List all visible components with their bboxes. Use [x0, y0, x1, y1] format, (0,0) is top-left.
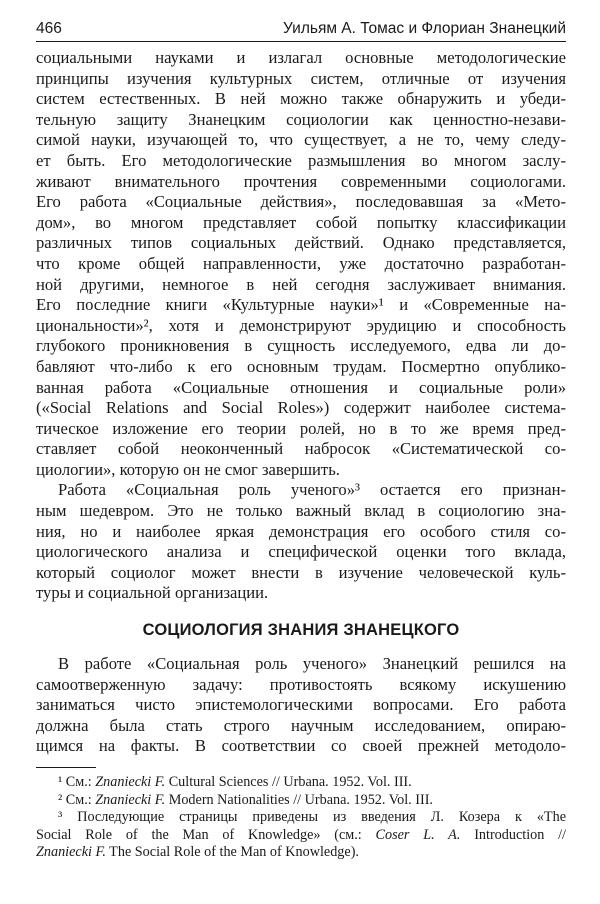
page-number: 466 [36, 20, 62, 37]
footnote-text: The Social Role of the Man of Knowledge). [105, 844, 359, 861]
running-title: Уильям А. Томас и Флориан Знанецкий [283, 20, 566, 37]
text-line: бавляют что-либо к его основным трудам. Посмертно опублико- [36, 356, 566, 376]
footnote-author: Znaniecki F. [95, 791, 166, 808]
footnote-text: Social Role of the Man of Knowledge» (см.: [36, 826, 376, 843]
text-line: В работе «Социальная роль ученого» Знанецкий решился на [58, 654, 566, 674]
text-line: дом», во многом представляет собой попытку классификации [36, 212, 566, 232]
text-line: Его работа «Социальные действия», последовавшая за «Мето- [36, 192, 566, 212]
footnote-text: Modern Nationalities // Urbana. 1952. Vol. III. [165, 791, 433, 808]
text-line: социальными науками и излагал основные методологические [36, 48, 566, 67]
text-line: глубокого проникновения в сущность исследуемого, едва ли до- [36, 336, 566, 356]
text-line: систем естественных. В ней можно также обнаружить и убеди- [36, 89, 566, 109]
text-line: что кроме общей направленности, уже достаточно разработан- [36, 253, 566, 273]
text-line: циональности»², хотя и демонстрируют эрудицию и способность [36, 315, 566, 335]
footnote-text: Introduction // [460, 826, 566, 843]
footnote-prefix: ¹ См.: [58, 774, 96, 790]
text-line: циологического анализа и специфической оценки того вклада, [36, 542, 566, 562]
footnote-3-line-1: ³ Последующие страницы приведены из введения Л. Козера к «The [58, 809, 566, 826]
text-line: ным шедевром. Это не только важный вклад в социологию зна- [36, 501, 566, 521]
footnotes [36, 774, 566, 862]
paragraph-1 [36, 48, 566, 480]
footnote-text: Cultural Sciences // Urbana. 1952. Vol. III. [165, 774, 412, 790]
text-line: принципы изучения культурных систем, отличные от изучения [36, 68, 566, 88]
footnote-rule [36, 767, 96, 768]
text-line: который социолог может внести в изучение человеческой куль- [36, 562, 566, 582]
section-heading: СОЦИОЛОГИЯ ЗНАНИЯ ЗНАНЕЦКОГО [142, 621, 460, 640]
text-line: должна была стать строго научным исследованием, опираю- [36, 715, 566, 735]
footnote-1 [36, 774, 566, 792]
footnote-prefix: ² См.: [58, 791, 96, 808]
text-line: ставляет собой неоконченный набросок «Систематической со- [36, 439, 566, 459]
running-header [36, 20, 566, 42]
footnote-2 [36, 792, 566, 810]
text-line: самоотверженную задачу: противостоять всякому искушению [36, 674, 566, 694]
text-line: циологии», которую он не смог завершить. [36, 459, 340, 479]
text-line: ет быть. Его методологические размышления во многом заслу- [36, 150, 566, 170]
book-page [36, 20, 566, 862]
text-line: («Social Relations and Social Roles») содержит наиболее система- [36, 398, 566, 418]
footnote-3-line-3 [36, 844, 566, 862]
footnote-author: Coser L. A. [375, 826, 461, 843]
text-line: различных типов социальных действий. Однако представляется, [36, 233, 566, 253]
text-line: щимся на факты. В соответствии со своей прежней методоло- [36, 736, 566, 756]
text-line: Работа «Социальная роль ученого»³ остается его признан- [58, 480, 566, 500]
text-line: Его последние книги «Культурные науки»¹ и «Современные на- [36, 295, 566, 315]
text-line: живают внимательного прочтения современными социологами. [36, 171, 566, 191]
text-line: туры и социальной организации. [36, 583, 269, 603]
paragraph-2 [36, 480, 566, 604]
footnote-3-line-2 [36, 827, 566, 845]
text-line: ванная работа «Социальные отношения и социальные роли» [36, 377, 566, 397]
text-line: ной другими, немногое в ней сегодня заслуживает внимания. [36, 274, 566, 294]
text-line: симой науки, изучающей то, что существует, а не то, чему следу- [36, 130, 566, 150]
text-line: ния, но и наиболее яркая демонстрация его особого стиля со- [36, 521, 566, 541]
text-line: тическое изложение его теории ролей, но в то же время пред- [36, 418, 566, 438]
main-text [36, 48, 566, 757]
text-line: заниматься чисто эпистемологическими вопросами. Его работа [36, 695, 566, 715]
paragraph-3 [36, 654, 566, 757]
footnote-author: Znaniecki F. [36, 844, 106, 861]
footnote-author: Znaniecki F. [95, 774, 166, 790]
text-line: тельную защиту Знанецким социологии как ценностно-незави- [36, 109, 566, 129]
